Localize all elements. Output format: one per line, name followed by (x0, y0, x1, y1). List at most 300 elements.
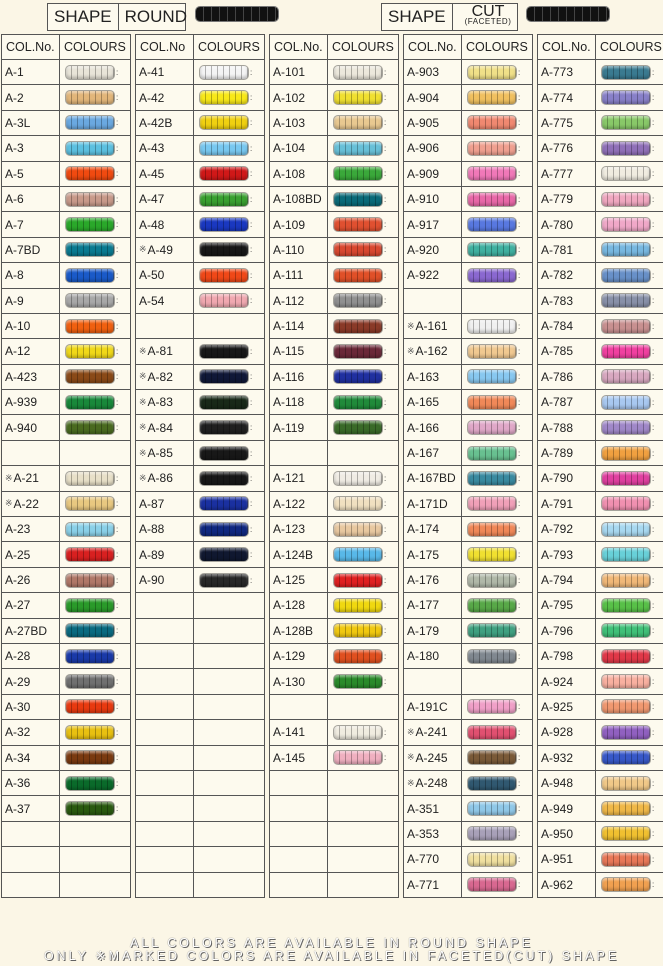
bead-end-dots: : (518, 829, 520, 839)
bead-end-dots: : (250, 245, 252, 255)
colour-row (404, 822, 532, 847)
bead-end-dots: : (518, 143, 520, 153)
colour-column (537, 34, 663, 898)
colour-column (135, 34, 265, 898)
colour-code-text: A-241 (415, 725, 448, 740)
colour-code (270, 60, 328, 84)
colour-code-text: A-85 (147, 446, 173, 461)
colour-swatch-cell (60, 441, 130, 465)
bead-end-dots: : (116, 575, 118, 585)
colour-swatch-cell (596, 415, 663, 439)
colour-code (270, 415, 328, 439)
colour-code-text: A-25 (5, 547, 31, 562)
colour-code (538, 162, 596, 186)
bead-end-dots: : (116, 423, 118, 433)
bead-swatch (602, 396, 650, 409)
colour-code (404, 212, 462, 236)
bead-swatch (602, 116, 650, 129)
bead-end-dots: : (384, 118, 386, 128)
faceted-mark: ※ (5, 472, 13, 483)
colour-swatch-cell (328, 60, 398, 84)
colour-row (136, 492, 264, 517)
faceted-mark: ※ (139, 244, 147, 255)
bead-swatch (200, 421, 248, 434)
colour-code (404, 111, 462, 135)
bead-end-dots: : (652, 651, 654, 661)
faceted-mark: ※ (407, 726, 415, 737)
colour-swatch-cell (194, 212, 264, 236)
colour-row (2, 263, 130, 288)
colour-code (538, 60, 596, 84)
bead-swatch (468, 599, 516, 612)
colour-code (2, 289, 60, 313)
colour-code-text: A-81 (147, 344, 173, 359)
colour-swatch-cell (60, 822, 130, 846)
bead-end-dots: : (116, 727, 118, 737)
colour-code (136, 644, 194, 668)
colour-swatch-cell (596, 568, 663, 592)
bead-swatch (602, 193, 650, 206)
bead-swatch (66, 345, 114, 358)
colour-swatch-cell (60, 619, 130, 643)
colour-code (538, 593, 596, 617)
colour-code (2, 796, 60, 820)
colour-swatch-cell (194, 847, 264, 871)
bead-swatch (602, 624, 650, 637)
colour-row (404, 212, 532, 237)
bead-swatch (66, 320, 114, 333)
colour-swatch-cell (462, 873, 532, 897)
bead-swatch (468, 751, 516, 764)
bead-swatch (602, 599, 650, 612)
colour-swatch-cell (462, 644, 532, 668)
colour-swatch-cell (60, 517, 130, 541)
colour-row (404, 339, 532, 364)
colour-swatch-cell (328, 619, 398, 643)
bead-swatch (334, 523, 382, 536)
bead-swatch (468, 802, 516, 815)
colour-row (2, 111, 130, 136)
bead-end-dots: : (518, 880, 520, 890)
colour-code (2, 85, 60, 109)
bead-end-dots: : (116, 270, 118, 280)
colour-code (2, 238, 60, 262)
colour-row (136, 339, 264, 364)
colour-swatch-cell (194, 619, 264, 643)
colours-header: COLOURS (332, 40, 394, 54)
colour-row (2, 314, 130, 339)
colour-swatch-cell (328, 238, 398, 262)
colour-swatch-cell (328, 568, 398, 592)
colours-header: COLOURS (466, 40, 528, 54)
colour-code (136, 517, 194, 541)
bead-end-dots: : (250, 296, 252, 306)
colour-code-text: A-129 (273, 649, 306, 664)
faceted-mark: ※ (139, 371, 147, 382)
bead-end-dots: : (518, 753, 520, 763)
faceted-mark: ※ (139, 422, 147, 433)
bead-swatch (468, 396, 516, 409)
colour-code-text: A-782 (541, 268, 574, 283)
colour-row (538, 390, 663, 415)
colour-row (270, 669, 398, 694)
colour-code-text: A-30 (5, 699, 31, 714)
colour-code (2, 136, 60, 160)
bead-end-dots: : (250, 550, 252, 560)
bead-end-dots: : (250, 270, 252, 280)
colour-code (2, 669, 60, 693)
colour-swatch-cell (328, 111, 398, 135)
colour-code (270, 593, 328, 617)
colour-code-text: A-5 (5, 166, 24, 181)
colour-swatch-cell (194, 568, 264, 592)
colour-row (136, 365, 264, 390)
bead-end-dots: : (518, 550, 520, 560)
colour-row (404, 390, 532, 415)
colour-code-text: A-924 (541, 674, 574, 689)
colour-code (404, 517, 462, 541)
colour-code-text: A-87 (139, 496, 165, 511)
bead-swatch (468, 827, 516, 840)
colour-row (136, 517, 264, 542)
colour-code-text: A-165 (407, 395, 440, 410)
colour-row (538, 441, 663, 466)
colour-row (404, 847, 532, 872)
colour-code (270, 85, 328, 109)
colour-code-text: A-925 (541, 699, 574, 714)
bead-swatch (334, 396, 382, 409)
colour-row (538, 238, 663, 263)
colour-swatch-cell (328, 593, 398, 617)
colour-row (404, 162, 532, 187)
colour-row (404, 238, 532, 263)
bead-swatch (334, 599, 382, 612)
colour-row (270, 644, 398, 669)
colour-swatch-cell (328, 289, 398, 313)
bead-end-dots: : (384, 296, 386, 306)
bead-end-dots: : (250, 524, 252, 534)
colour-code (136, 771, 194, 795)
colour-code-text: A-130 (273, 674, 306, 689)
colour-code-text: A-770 (407, 852, 440, 867)
bead-end-dots: : (250, 194, 252, 204)
colour-code (538, 644, 596, 668)
colour-swatch-cell (596, 644, 663, 668)
colour-swatch-cell (328, 441, 398, 465)
bead-swatch (334, 345, 382, 358)
bead-end-dots: : (116, 296, 118, 306)
colour-code (136, 187, 194, 211)
colour-code (538, 85, 596, 109)
colour-row (270, 289, 398, 314)
colour-row (2, 466, 130, 491)
bead-end-dots: : (116, 677, 118, 687)
colour-code-text: A-906 (407, 141, 440, 156)
colour-row (404, 619, 532, 644)
colour-code (2, 593, 60, 617)
colour-code (270, 746, 328, 770)
bead-end-dots: : (652, 448, 654, 458)
colour-swatch-cell (60, 314, 130, 338)
bead-end-dots: : (116, 626, 118, 636)
bead-swatch (66, 472, 114, 485)
colour-swatch-cell (596, 365, 663, 389)
colour-code (2, 212, 60, 236)
bead-swatch (200, 294, 248, 307)
colour-swatch-cell (328, 796, 398, 820)
colour-row (2, 415, 130, 440)
bead-swatch (200, 167, 248, 180)
colour-row (404, 441, 532, 466)
colour-row (136, 619, 264, 644)
colour-code (404, 542, 462, 566)
colour-row (2, 441, 130, 466)
colour-swatch-cell (328, 314, 398, 338)
colour-code-text: A-951 (541, 852, 574, 867)
colour-swatch-cell (596, 669, 663, 693)
colour-code-text: A-7BD (5, 242, 41, 257)
column-header (538, 35, 663, 60)
bead-end-dots: : (652, 804, 654, 814)
colour-code-text: A-116 (273, 369, 305, 384)
bead-swatch (66, 218, 114, 231)
cut-shape-header (381, 3, 518, 31)
bead-swatch (468, 497, 516, 510)
colour-code (270, 238, 328, 262)
colour-code (2, 746, 60, 770)
bead-end-dots: : (116, 372, 118, 382)
bead-end-dots: : (116, 118, 118, 128)
bead-swatch (602, 320, 650, 333)
colour-row (2, 822, 130, 847)
colour-swatch-cell (462, 771, 532, 795)
colour-code-text: A-191C (407, 699, 448, 714)
colour-swatch-cell (60, 238, 130, 262)
bead-end-dots: : (518, 67, 520, 77)
bead-swatch (334, 66, 382, 79)
colour-code-text: A-166 (407, 420, 440, 435)
colour-swatch-cell (60, 162, 130, 186)
colour-code (538, 746, 596, 770)
bead-swatch (66, 142, 114, 155)
colour-code-text: A-786 (541, 369, 574, 384)
bead-end-dots: : (652, 194, 654, 204)
colour-code (136, 746, 194, 770)
colour-row (136, 771, 264, 796)
colour-swatch-cell (60, 568, 130, 592)
colour-swatch-cell (60, 542, 130, 566)
colour-code (2, 517, 60, 541)
colour-row (270, 517, 398, 542)
colour-code-text: A-909 (407, 166, 440, 181)
colour-code (136, 60, 194, 84)
colour-code (136, 339, 194, 363)
bead-end-dots: : (652, 524, 654, 534)
colour-swatch-cell (60, 695, 130, 719)
bead-end-dots: : (384, 93, 386, 103)
bead-end-dots: : (116, 169, 118, 179)
colour-code-text: A-245 (415, 750, 448, 765)
column-header (136, 35, 264, 60)
colour-code-text: A-119 (273, 420, 305, 435)
colour-row (2, 187, 130, 212)
bead-end-dots: : (116, 651, 118, 661)
colour-code (538, 187, 596, 211)
colour-row (538, 365, 663, 390)
colour-row (270, 873, 398, 898)
bead-swatch (334, 91, 382, 104)
colour-code-text: A-784 (541, 319, 574, 334)
code-header: COL.No. (270, 35, 328, 59)
colour-swatch-cell (194, 314, 264, 338)
bead-end-dots: : (518, 270, 520, 280)
colour-swatch-cell (462, 796, 532, 820)
bead-swatch (334, 751, 382, 764)
colour-code-text: A-114 (273, 319, 305, 334)
bead-end-dots: : (384, 727, 386, 737)
bead-swatch (200, 193, 248, 206)
colour-code (538, 339, 596, 363)
colour-code-text: A-792 (541, 522, 574, 537)
bead-end-dots: : (250, 169, 252, 179)
column-header (404, 35, 532, 60)
colour-code-text: A-21 (13, 471, 39, 486)
colour-code (270, 720, 328, 744)
colour-code-text: A-789 (541, 446, 574, 461)
colour-code-text: A-777 (541, 166, 574, 181)
bead-end-dots: : (518, 397, 520, 407)
colour-row (2, 746, 130, 771)
colour-row (270, 847, 398, 872)
colour-row (270, 822, 398, 847)
colour-code (538, 466, 596, 490)
bead-swatch (200, 548, 248, 561)
colour-row (538, 593, 663, 618)
colour-row (270, 441, 398, 466)
colour-swatch-cell (328, 162, 398, 186)
colour-code (538, 771, 596, 795)
colour-row (404, 644, 532, 669)
bead-swatch (334, 294, 382, 307)
bead-end-dots: : (116, 600, 118, 610)
bead-end-dots: : (518, 702, 520, 712)
colour-code-text: A-82 (147, 369, 173, 384)
colour-row (404, 695, 532, 720)
colour-row (404, 492, 532, 517)
colour-swatch-cell (462, 162, 532, 186)
colour-code-text: A-26 (5, 573, 31, 587)
colour-code-text: A-37 (5, 801, 31, 816)
colour-swatch-cell (596, 771, 663, 795)
colour-row (404, 111, 532, 136)
bead-swatch (468, 320, 516, 333)
colour-row (136, 390, 264, 415)
colour-code-text: A-950 (541, 826, 574, 841)
colour-swatch-cell (194, 339, 264, 363)
colour-row (404, 187, 532, 212)
bead-swatch (66, 675, 114, 688)
colour-column (1, 34, 131, 898)
shape-label: SHAPE (388, 7, 446, 26)
colour-code-text: A-47 (139, 192, 165, 207)
colour-code-text: A-787 (541, 395, 574, 410)
colour-code (136, 441, 194, 465)
colour-row (136, 720, 264, 745)
bead-end-dots: : (518, 245, 520, 255)
colour-swatch-cell (596, 187, 663, 211)
colour-row (270, 415, 398, 440)
colour-swatch-cell (60, 111, 130, 135)
bead-swatch (468, 853, 516, 866)
colour-swatch-cell (462, 695, 532, 719)
colour-code (2, 695, 60, 719)
colour-swatch-cell (596, 289, 663, 313)
colour-row (404, 263, 532, 288)
colour-swatch-cell (328, 492, 398, 516)
colour-code (136, 136, 194, 160)
colour-code (270, 695, 328, 719)
colour-code (538, 619, 596, 643)
colour-swatch-cell (596, 85, 663, 109)
colour-code-text: A-10 (5, 319, 31, 334)
colour-row (538, 822, 663, 847)
colour-code (404, 847, 462, 871)
bead-swatch (200, 218, 248, 231)
colour-row (538, 415, 663, 440)
colour-row (538, 289, 663, 314)
colour-swatch-cell (60, 669, 130, 693)
bead-swatch (602, 853, 650, 866)
bead-end-dots: : (384, 143, 386, 153)
colour-code (2, 644, 60, 668)
colour-swatch-cell (194, 365, 264, 389)
colour-code (2, 314, 60, 338)
colour-code (404, 187, 462, 211)
colour-swatch-cell (60, 263, 130, 287)
colour-code-text: A-101 (273, 65, 306, 80)
bead-end-dots: : (250, 346, 252, 356)
bead-swatch (602, 142, 650, 155)
colour-swatch-cell (328, 847, 398, 871)
colour-code (136, 619, 194, 643)
bead-end-dots: : (652, 575, 654, 585)
colour-code-text: A-54 (139, 293, 165, 308)
bead-end-dots: : (518, 499, 520, 509)
bead-end-dots: : (116, 143, 118, 153)
colour-code-text: A-50 (139, 268, 165, 283)
colour-swatch-cell (462, 60, 532, 84)
bead-swatch (66, 599, 114, 612)
colour-code (136, 720, 194, 744)
bead-swatch (200, 91, 248, 104)
colour-code (2, 162, 60, 186)
colour-code-text: A-29 (5, 674, 31, 689)
bead-swatch (334, 320, 382, 333)
bead-end-dots: : (116, 93, 118, 103)
colour-code (538, 111, 596, 135)
cut-bead-sample (527, 7, 609, 21)
colour-code-text: A-121 (273, 471, 306, 486)
colour-code (270, 162, 328, 186)
colour-row (270, 111, 398, 136)
colour-swatch-cell (194, 390, 264, 414)
colour-code (270, 441, 328, 465)
colour-swatch-cell (194, 695, 264, 719)
colour-code-text: A-949 (541, 801, 574, 816)
bead-end-dots: : (250, 372, 252, 382)
bead-swatch (602, 497, 650, 510)
bead-end-dots: : (518, 220, 520, 230)
